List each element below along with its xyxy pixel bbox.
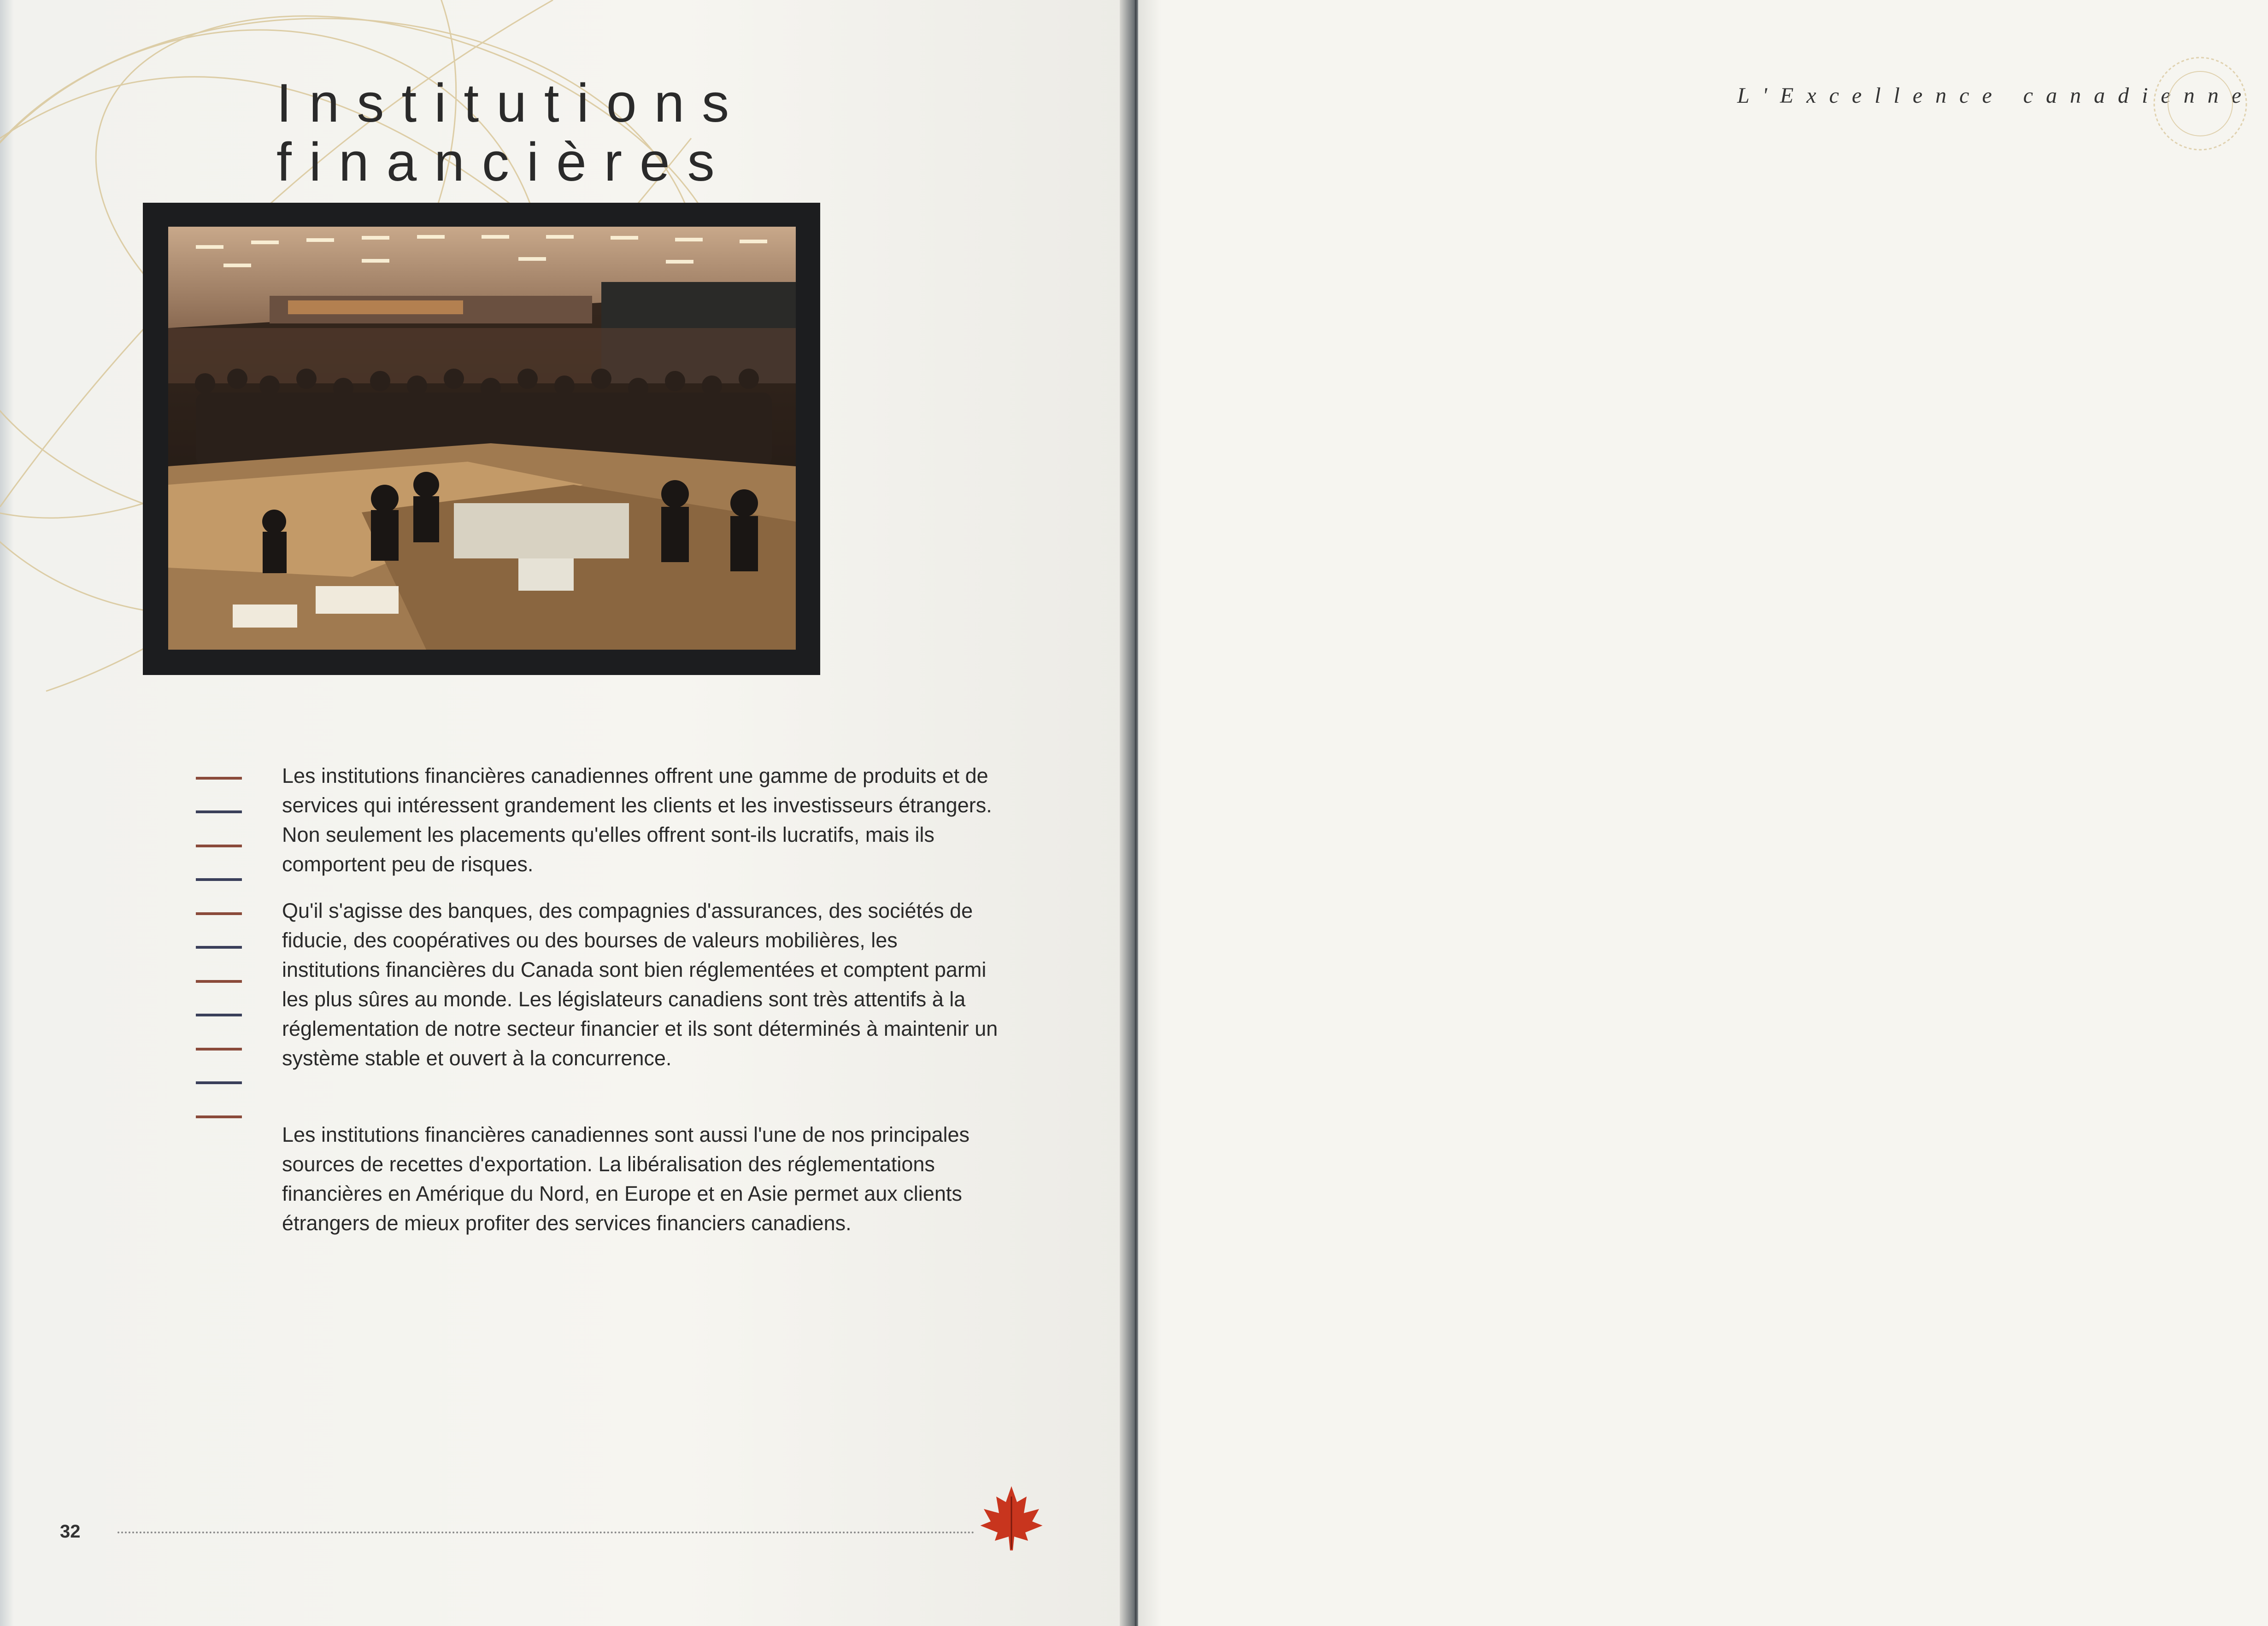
title-line-2: financières <box>276 132 732 193</box>
seal-watermark <box>2147 51 2253 157</box>
trading-floor-image <box>168 227 796 650</box>
body-paragraph: Les institutions financières canadiennes sont aussi l'une de nos principales sources de recettes d'exportation. La libéralisation des réglementations financières en Amérique du Nord, en Europe et en Asie permet aux clients étrangers de mieux profiter des services financiers canadiens. <box>282 1123 970 1235</box>
page-number: 32 <box>60 1521 81 1542</box>
footer-dotted-rule <box>118 1532 975 1533</box>
trading-floor-photo <box>143 203 820 675</box>
dash-marker <box>196 845 242 847</box>
left-page <box>0 0 1131 1626</box>
dash-marker <box>196 1115 242 1118</box>
dash-marker <box>196 912 242 915</box>
running-head: L'Excellence canadienne <box>1737 83 2255 108</box>
dash-marker <box>196 1081 242 1084</box>
title-line-1: Institutions <box>276 73 747 134</box>
right-page <box>1138 0 2268 1626</box>
page-title <box>276 74 746 192</box>
body-paragraph: Les institutions financières canadiennes offrent une gamme de produits et de services qui intéressent grandement les clients et les investisseurs étrangers. Non seulement les placements qu'elles offrent sont-ils lucratifs, mais ils comportent peu de risques. <box>282 764 992 876</box>
dash-marker <box>196 1014 242 1016</box>
dash-marker <box>196 878 242 881</box>
maple-leaf-icon <box>977 1483 1046 1552</box>
dash-marker <box>196 980 242 983</box>
dash-marker <box>196 777 242 780</box>
dash-marker <box>196 946 242 949</box>
body-paragraph: Qu'il s'agisse des banques, des compagnies d'assurances, des sociétés de fiducie, des coopératives ou des bourses de valeurs mobilières, les institutions financières du Canada sont bien réglementées et comptent parmi les plus sûres au monde. Les législateurs canadiens sont très attentifs à la réglementation de notre secteur financier et ils sont déterminés à maintenir un système stable et ouvert à la concurrence. <box>282 899 998 1070</box>
dash-marker <box>196 810 242 813</box>
dash-marker <box>196 1048 242 1051</box>
